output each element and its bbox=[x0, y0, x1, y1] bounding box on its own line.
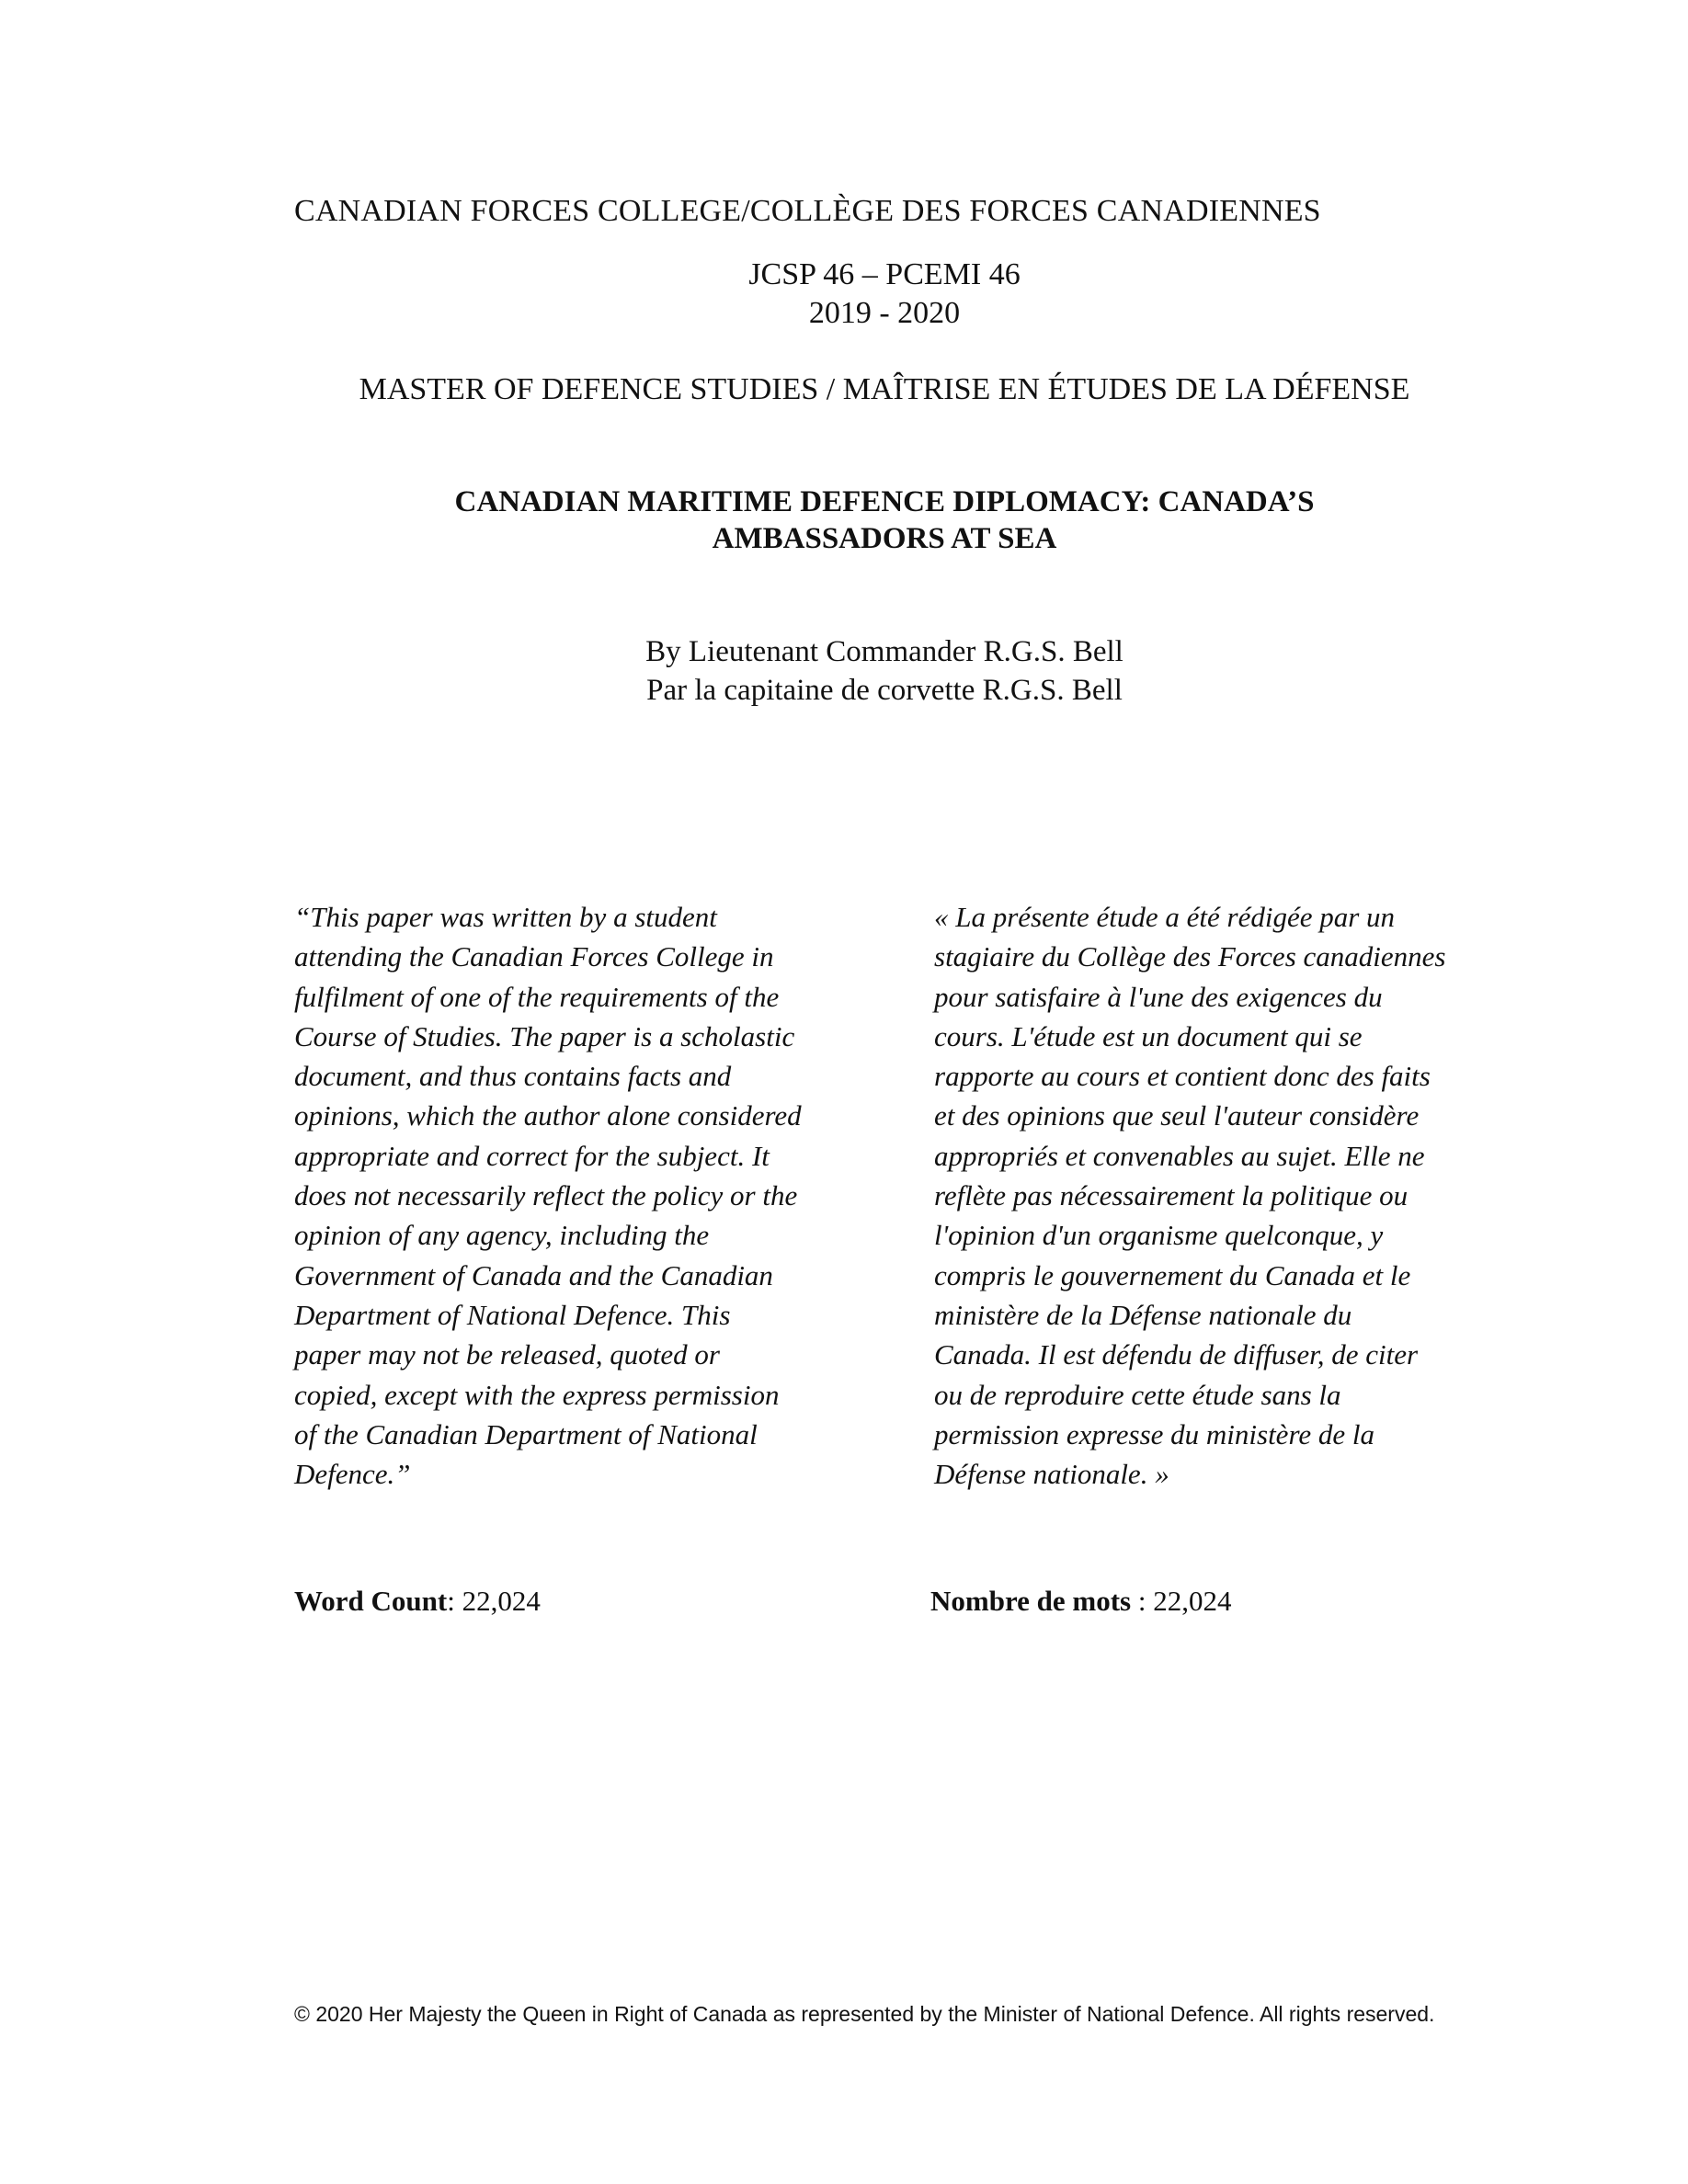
paper-title-line-1: CANADIAN MARITIME DEFENCE DIPLOMACY: CANADA’S bbox=[454, 485, 1315, 518]
word-count-french-separator: : bbox=[1131, 1585, 1154, 1617]
paper-title-line-2: AMBASSADORS AT SEA bbox=[712, 522, 1057, 555]
word-count-english-label: Word Count bbox=[294, 1585, 448, 1617]
program-code: JCSP 46 – PCEMI 46 bbox=[748, 257, 1021, 291]
word-count-english-value: 22,024 bbox=[462, 1585, 541, 1617]
word-count-english bbox=[294, 1583, 541, 1620]
academic-years: 2019 - 2020 bbox=[808, 296, 961, 330]
program-block bbox=[0, 256, 1688, 333]
degree-name: MASTER OF DEFENCE STUDIES / MAÎTRISE EN ÉTUDES DE LA DÉFENSE bbox=[359, 372, 1410, 406]
word-count-french-label: Nombre de mots bbox=[930, 1585, 1132, 1617]
paper-title bbox=[0, 483, 1688, 557]
copyright-notice: © 2020 Her Majesty the Queen in Right of Canada as represented by the Minister of National Defence. All rights reserved. bbox=[294, 2002, 1435, 2026]
word-count-french bbox=[930, 1583, 1232, 1620]
disclaimer-english: “This paper was written by a student attending the Canadian Forces College in fulfilment of one of the requirements of the Course of Studies. The paper is a scholastic document, and thus contains facts and opinions, which the author alone considered appropriate and correct for the subject. It does not necessarily reflect the policy or the opinion of any agency, including the Government of Canada and the Canadian Department of National Defence. This paper may not be released, quoted or copied, except with the express permission of the Canadian Department of National Defence.” bbox=[294, 901, 802, 1491]
institution-name: CANADIAN FORCES COLLEGE/COLLÈGE DES FORCES CANADIENNES bbox=[294, 194, 1321, 228]
disclaimer-french: « La présente étude a été rédigée par un stagiaire du Collège des Forces canadiennes pour satisfaire à l'une des exigences du cours. L'étude est un document qui se rapporte au cours et contient donc des faits et des opinions que seul l'auteur considère appropriés et convenables au sujet. Elle ne reflète pas nécessairement la politique ou l'opinion d'un organisme quelconque, y compris le gouvernement du Canada et le ministère de la Défense nationale du Canada. Il est défendu de diffuser, de citer ou de reproduire cette étude sans la permission expresse du ministère de la Défense nationale. » bbox=[934, 901, 1446, 1491]
word-count-french-value: 22,024 bbox=[1153, 1585, 1232, 1617]
author-english: By Lieutenant Commander R.G.S. Bell bbox=[645, 635, 1123, 668]
word-count-english-separator: : bbox=[447, 1585, 462, 1617]
author-french: Par la capitaine de corvette R.G.S. Bell bbox=[646, 674, 1123, 707]
author-block bbox=[0, 632, 1688, 710]
